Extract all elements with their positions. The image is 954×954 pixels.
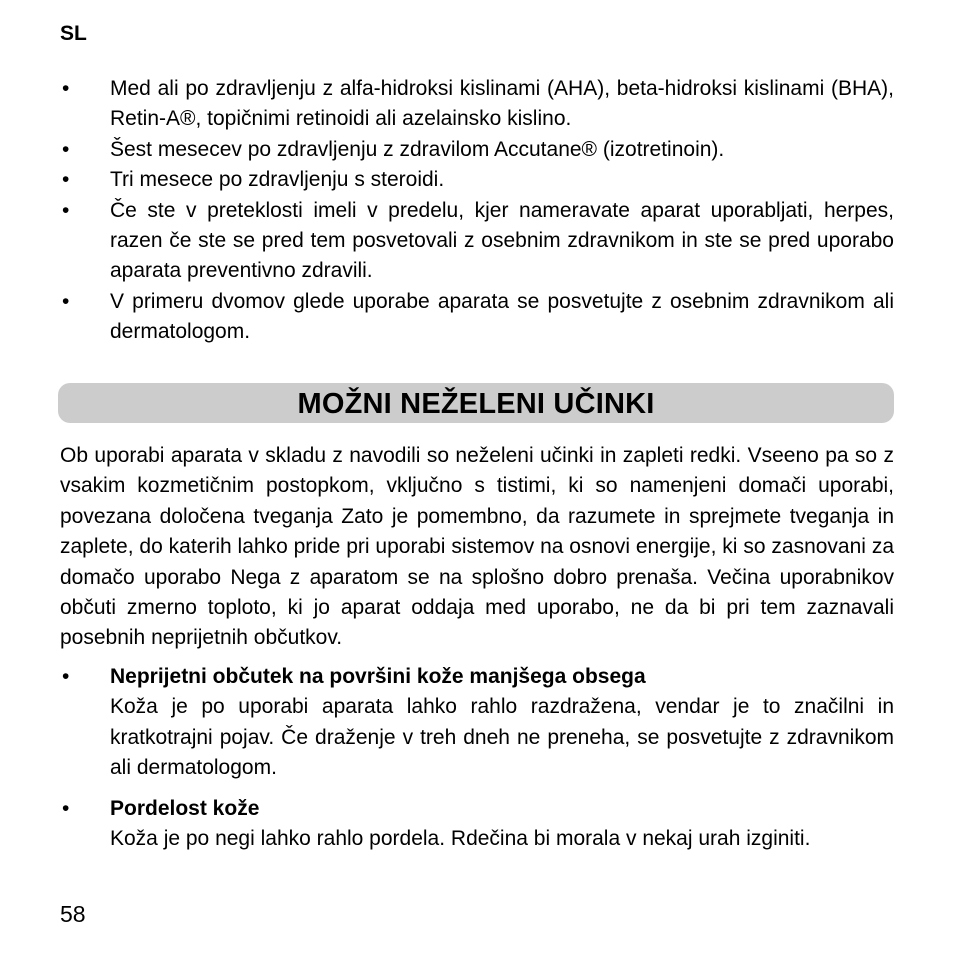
section-heading-bar	[58, 383, 894, 423]
side-effect-text: Koža je po uporabi aparata lahko rahlo razdražena, vendar je to značilni in kratkotrajni pojav. Če draženje v treh dneh ne preneha, se posvetujte z zdravnikom ali dermatologom.	[110, 695, 894, 780]
bullet-icon: •	[62, 198, 70, 222]
bullet-icon: •	[62, 289, 70, 313]
list-item-text: Med ali po zdravljenju z alfa-hidroksi kislinami (AHA), beta-hidroksi kislinami (BHA), Retin-A®, topičnimi retinoidi ali azelainsko kislino.	[110, 77, 894, 131]
bullet-icon: •	[62, 665, 70, 688]
side-effect-title: Neprijetni občutek na površini kože manjšega obsega	[110, 665, 646, 688]
section-title: MOŽNI NEŽELENI UČINKI	[297, 388, 655, 420]
page-number: 58	[60, 901, 86, 927]
bullet-icon: •	[62, 77, 70, 100]
side-effect-item	[60, 794, 894, 855]
side-effect-item	[60, 662, 894, 784]
side-effect-title: Pordelost kože	[110, 796, 260, 820]
list-item-text: Tri mesece po zdravljenju s steroidi.	[110, 168, 445, 192]
bullet-icon: •	[62, 168, 70, 192]
intro-paragraph: Ob uporabi aparata v skladu z navodili so neželeni učinki in zapleti redki. Vseeno pa so z vsakim kozmetičnim postopkom, vključno s tistimi, ki so namenjeni domači uporabi, povezana določena tveganja Zato je pomembno, da razumete in sprejmete tveganja in zaplete, do katerih lahko pride pri uporabi sistemov na osnovi energije, ki so zasnovani za domačo uporabo Nega z aparatom se na splošno dobro prenaša. Večina uporabnikov občuti zmerno toploto, ki jo aparat oddaja med uporabo, ne da bi pri tem zaznavali posebnih neprijetnih občutkov.	[60, 444, 894, 650]
precautions-list	[60, 74, 894, 348]
list-item-text: Če ste v preteklosti imeli v predelu, kjer nameravate aparat uporabljati, herpes, razen če ste se pred tem posvetovali z osebnim zdravnikom in ste se pred uporabo aparata preventivno zdravili.	[110, 198, 894, 283]
list-item	[60, 74, 894, 135]
list-item-text: V primeru dvomov glede uporabe aparata se posvetujte z osebnim zdravnikom ali dermatologom.	[110, 289, 894, 344]
list-item	[60, 196, 894, 287]
list-item	[60, 165, 894, 195]
side-effect-text: Koža je po negi lahko rahlo pordela. Rdečina bi morala v nekaj urah izginiti.	[110, 827, 811, 851]
list-item-text: Šest mesecev po zdravljenju z zdravilom Accutane® (izotretinoin).	[110, 137, 725, 161]
list-item	[60, 135, 894, 165]
side-effects-list	[60, 662, 894, 854]
bullet-icon: •	[62, 796, 70, 820]
bullet-icon: •	[62, 137, 70, 161]
language-code: SL	[60, 22, 87, 45]
list-item	[60, 287, 894, 348]
